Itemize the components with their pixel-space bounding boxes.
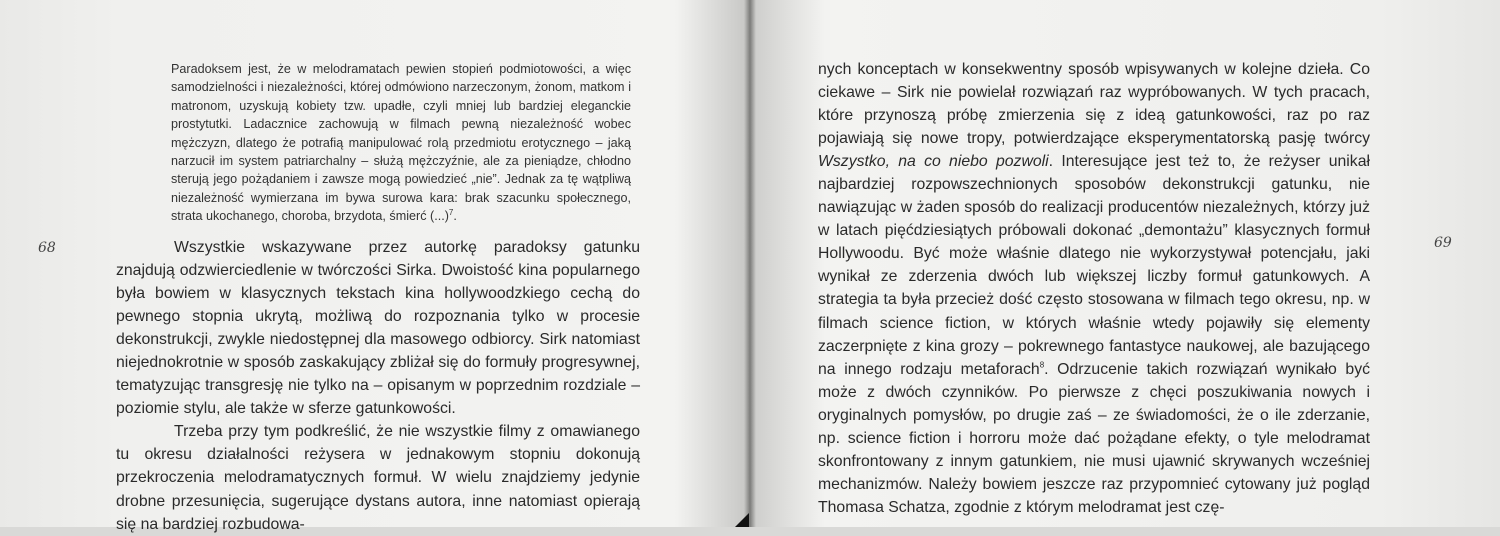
body-text <box>116 236 640 536</box>
quote-end: . <box>453 209 457 224</box>
page-number: 69 <box>1434 235 1452 251</box>
paragraph: Trzeba przy tym podkreślić, że nie wszystkie filmy z omawianego tu okresu działalności reżysera w jednakowym stopniu dokonują przekroczenia melodramatycznych formuł. W wielu znajdziemy jedynie drobne przesunięcia, sugerujące dystans autora, inne natomiast opierają się na bardziej rozbudowa- <box>116 423 640 533</box>
film-title: Wszystko, na co niebo pozwoli <box>818 153 1049 171</box>
quote-text: Paradoksem jest, że w melodramatach pewien stopień podmiotowości, a więc samodzielności i niezależności, której odmówiono narzeczonym, żonom, matkom i matronom, uzyskują kobiety tzw. upadłe, czyli mniej lub bardziej eleganckie prostytutki. Ladacznice zachowują w filmach pewną niezależność wobec mężczyzn, dlatego że potrafią manipulować rolą przedmiotu erotycznego – jaką narzucił im system patriarchalny – służą mężczyźnie, ale za pieniądze, chłodno sterują jego pożądaniem i zawsze mogą powiedzieć „nie”. Jednak za tę wątpliwą niezależność wymierzana im bywa surowa kara: brak szacunku społecznego, strata ukochanego, choroba, brzydota, śmierć (...) <box>171 62 631 224</box>
text-run: nych konceptach w konsekwentny sposób wpisywanych w kolejne dzieła. Co ciekawe – Sirk nie powielał rozwiązań raz wypróbowanych. W tych pracach, które przynoszą próbę zmierzenia się z ideą gatunkowości, raz po raz pojawiają się nowe tropy, potwierdzające eksperymentatorską pasję twórcy <box>818 61 1370 148</box>
binding-corner-mark <box>735 513 749 527</box>
text-run: . Interesujące jest też to, że reżyser unikał najbardziej rozpowszechnionych sposobów dekonstrukcji gatunku, nie nawiązując w żaden sposób do realizacji producentów niezależnych, którzy już w latach pięćdziesiątych próbowali dokonać „demontażu” klasycznych formuł Hollywoodu. Być może właśnie dlatego nie wykorzystywał potencjału, jaki wynikał ze zderzenia dwóch lub większej liczby formuł gatunkowych. A strategia ta była przecież dość często stosowana w filmach tego okresu, np. w filmach science fiction, w których właśnie wtedy pojawiły się elementy zaczerpnięte z kina grozy – pokrewnego fantastyce naukowej, ale bazującego na innego rodzaju metaforach <box>818 153 1370 378</box>
footnote-marker: 7 <box>448 208 454 218</box>
body-text <box>818 58 1370 519</box>
left-page <box>0 0 748 533</box>
paragraph: Wszystkie wskazywane przez autorkę paradoksy gatunku znajdują odzwierciedlenie w twórczości Sirka. Dwoistość kina popularnego była bowiem w klasycznych tekstach kina hollywoodzkiego cechą do pewnego stopnia ukrytą, możliwą do rozpoznania tylko w procesie dekonstrukcji, zwykle niedostępnej dla masowego odbiorcy. Sirk natomiast niejednokrotnie w sposób zaskakujący zbliżał się do formuły progresywnej, tematyzując transgresję nie tylko na – opisanym w poprzednim rozdziale – poziomie stylu, ale także w sferze gatunkowości. <box>116 239 640 418</box>
footnote-marker: 8 <box>1039 360 1045 370</box>
right-page <box>752 0 1500 527</box>
paragraph <box>818 58 1370 519</box>
block-quote <box>171 60 631 226</box>
page-number: 68 <box>38 240 56 256</box>
text-run: . Odrzucenie takich rozwiązań wynikało być może z dwóch czynników. Po pierwsze z chęci poszukiwania nowych i oryginalnych pomysłów, po drugie zaś – ze świadomości, że o ile zderzanie, np. science fiction i horroru może dać pożądane efekty, o tyle melodramat skonfrontowany z innym gatunkiem, nie musi ujawnić skrywanych wcześniej mechanizmów. Należy bowiem jeszcze raz przypomnieć cytowany już pogląd Thomasa Schatza, zgodnie z którym melodramat jest czę- <box>818 360 1370 516</box>
